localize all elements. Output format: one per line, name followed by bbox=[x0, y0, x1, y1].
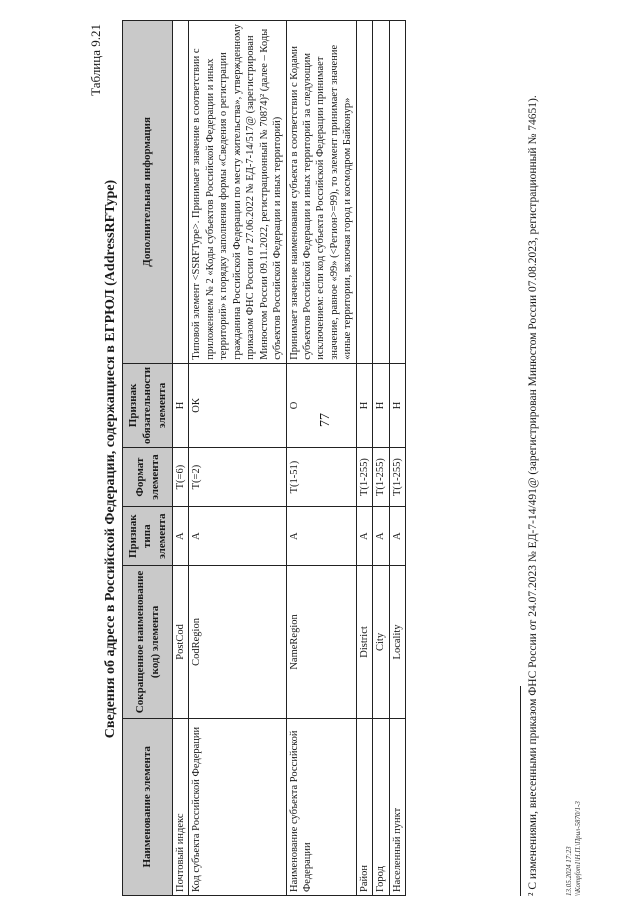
table-row bbox=[173, 21, 189, 896]
header-type-sign: Признак типа элемента bbox=[123, 507, 173, 566]
cell-required: ОК bbox=[189, 363, 286, 447]
cell-required: О bbox=[286, 363, 356, 447]
footnote-divider bbox=[520, 686, 521, 896]
address-table bbox=[122, 20, 406, 896]
page-number: 77 bbox=[318, 413, 333, 427]
table-row bbox=[373, 21, 389, 896]
cell-name: Код субъекта Российской Федерации bbox=[189, 718, 286, 895]
cell-required: Н bbox=[373, 363, 389, 447]
cell-info bbox=[173, 21, 189, 364]
cell-short: City bbox=[373, 566, 389, 718]
cell-type: А bbox=[373, 507, 389, 566]
cell-type: А bbox=[356, 507, 372, 566]
cell-type: А bbox=[189, 507, 286, 566]
table-row bbox=[189, 21, 286, 896]
cell-name: Район bbox=[356, 718, 372, 895]
header-format: Формат элемента bbox=[123, 448, 173, 507]
cell-format: T(1-51) bbox=[286, 448, 356, 507]
table-title: Сведения об адресе в Российской Федерации, содержащиеся в ЕГРЮЛ (AddressRFType) bbox=[103, 179, 118, 739]
table-row bbox=[286, 21, 356, 896]
cell-type: А bbox=[173, 507, 189, 566]
cell-name: Наименование субъекта Российской Федерации bbox=[286, 718, 356, 895]
cell-name: Почтовый индекс bbox=[173, 718, 189, 895]
cell-format: T(1-255) bbox=[373, 448, 389, 507]
cell-short: PostCod bbox=[173, 566, 189, 718]
cell-required: Н bbox=[389, 363, 405, 447]
cell-required: Н bbox=[173, 363, 189, 447]
cell-info bbox=[389, 21, 405, 364]
cell-format: T(1-255) bbox=[356, 448, 372, 507]
cell-short: District bbox=[356, 566, 372, 718]
cell-name: Населенный пункт bbox=[389, 718, 405, 895]
cell-required: Н bbox=[356, 363, 372, 447]
cell-short: NameRegion bbox=[286, 566, 356, 718]
cell-type: А bbox=[389, 507, 405, 566]
cell-format: T(=6) bbox=[173, 448, 189, 507]
cell-short: CodRegion bbox=[189, 566, 286, 718]
cell-short: Locality bbox=[389, 566, 405, 718]
table-caption: Таблица 9.21 bbox=[88, 24, 103, 96]
footnote: ² С изменениями, внесенными приказом ФНС России от 24.07.2023 № ЕД-7-14/491@ (зарегистрирован Минюстом России 07.08.2023, регистрационный № 74651). bbox=[527, 95, 539, 896]
cell-info: Типовой элемент <SSRFType>. Принимает значение в соответствии с приложением № 2 «Коды субъектов Российской Федерации и иных территорий» к порядку заполнения формы «Сведения о регистрации гражданина Российской Федерации по месту жительства», утвержденному приказом ФНС России от 27.06.2022 № ЕД-7-14/517@ (зарегистрирован Минюстом России 09.11.2022, регистрационный № 70874)² (далее – Коды субъектов Российской Федерации и иных территорий) bbox=[189, 21, 286, 364]
cell-info bbox=[373, 21, 389, 364]
cell-info bbox=[356, 21, 372, 364]
cell-format: T(1-255) bbox=[389, 448, 405, 507]
header-additional-info: Дополнительная информация bbox=[123, 21, 173, 364]
cell-type: А bbox=[286, 507, 356, 566]
cell-format: T(=2) bbox=[189, 448, 286, 507]
header-required-sign: Признак обязательности элемента bbox=[123, 363, 173, 447]
stamp-date: 13.05.2024 17:23 bbox=[565, 846, 573, 896]
table-header-row bbox=[123, 21, 173, 896]
print-stamp bbox=[565, 801, 583, 896]
cell-info: Принимает значение наименования субъекта в соответствии с Кодами субъектов Российской Федерации и иных территорий за следующим исключением: если код субъекта Российской Федерации принимает значение, равное «99» (<Регион>=99), то элемент принимает значение «иные территории, включая город и космодром Байконур» bbox=[286, 21, 356, 364]
table-row bbox=[356, 21, 372, 896]
cell-name: Город bbox=[373, 718, 389, 895]
header-element-name: Наименование элемента bbox=[123, 718, 173, 895]
header-short-name: Сокращенное наименование (код) элемента bbox=[123, 566, 173, 718]
table-row bbox=[389, 21, 405, 896]
stamp-path: \\Kompfom1\Н.П.\Прил-5870/1-3 bbox=[573, 801, 582, 896]
